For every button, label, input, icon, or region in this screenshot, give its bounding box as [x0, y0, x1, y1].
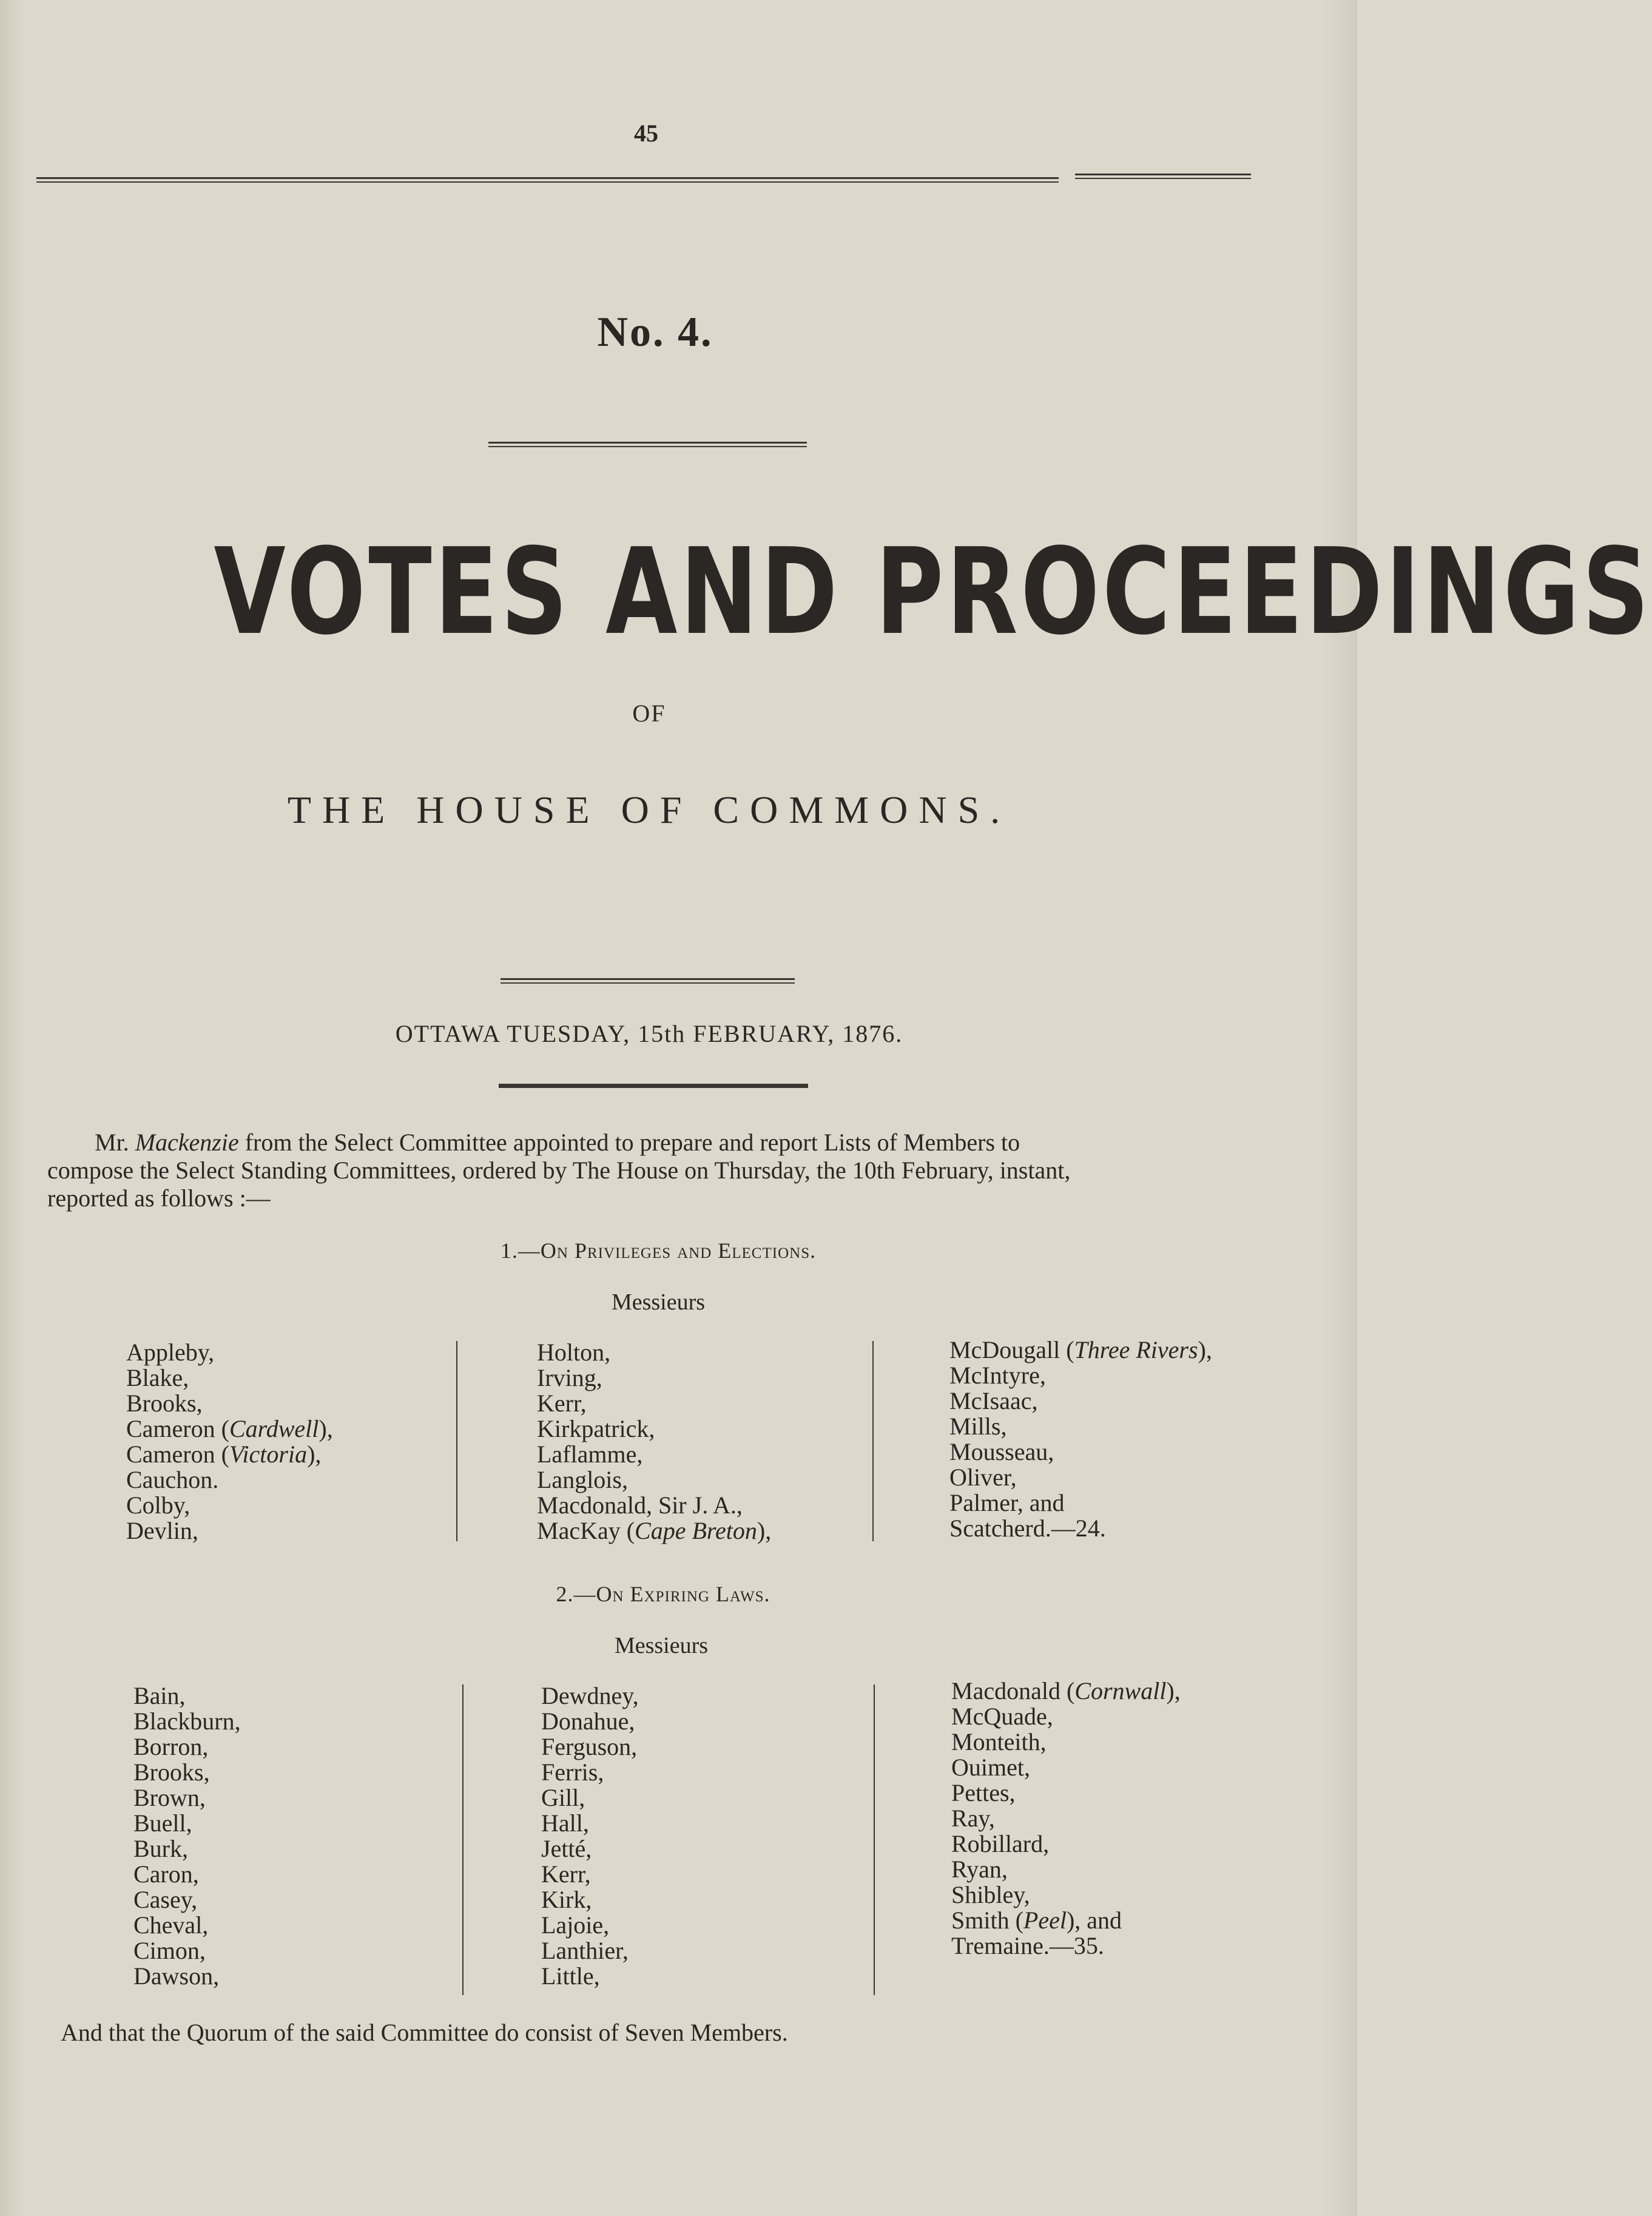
- member-name: Irving,: [537, 1364, 602, 1391]
- member-name: Tremaine.—35.: [951, 1932, 1104, 1959]
- member-name: Lajoie,: [541, 1911, 610, 1939]
- member-name: Appleby,: [126, 1339, 215, 1366]
- top-rule-long: [36, 177, 1059, 183]
- member-name: Kerr,: [537, 1390, 587, 1417]
- committee2-col3: [951, 1678, 1181, 1959]
- top-rule-short: [1075, 174, 1251, 179]
- member-name: Palmer, and: [949, 1489, 1065, 1516]
- member-name: Brown,: [133, 1784, 206, 1811]
- member-name: Gill,: [541, 1784, 585, 1811]
- member-name: Macdonald (Cornwall),: [951, 1677, 1181, 1704]
- member-name: Ouimet,: [951, 1754, 1030, 1781]
- member-name: Kirkpatrick,: [537, 1415, 655, 1442]
- member-name: Oliver,: [949, 1464, 1017, 1491]
- member-name: Blackburn,: [133, 1708, 241, 1735]
- document-title: VOTES AND PROCEEDINGS: [214, 523, 1652, 661]
- member-name: Ray,: [951, 1805, 995, 1832]
- member-name: Macdonald, Sir J. A.,: [537, 1491, 743, 1519]
- member-name: Cameron (Victoria),: [126, 1441, 322, 1468]
- committee2-col1: [133, 1683, 241, 1989]
- committee1-heading: 1.—On Privileges and Elections.: [500, 1238, 817, 1263]
- member-name: Mills,: [949, 1413, 1007, 1440]
- house-title: THE HOUSE OF COMMONS.: [287, 788, 1011, 831]
- thick-rule: [499, 1084, 808, 1088]
- member-name: McIsaac,: [949, 1387, 1038, 1414]
- member-name: Bain,: [133, 1682, 186, 1709]
- member-name: MacKay (Cape Breton),: [537, 1517, 772, 1544]
- member-name: Little,: [541, 1962, 600, 1990]
- member-name: Hall,: [541, 1809, 589, 1837]
- member-name: Cimon,: [133, 1937, 206, 1964]
- member-name: Caron,: [133, 1860, 199, 1888]
- quorum-statement: And that the Quorum of the said Committee do consist of Seven Members.: [61, 2019, 788, 2046]
- column-divider: [874, 1684, 875, 1995]
- member-name: Langlois,: [537, 1466, 628, 1493]
- column-divider: [456, 1341, 457, 1541]
- member-name: Scatcherd.—24.: [949, 1515, 1106, 1542]
- member-name: Kirk,: [541, 1886, 592, 1913]
- committee2-heading: 2.—On Expiring Laws.: [556, 1582, 770, 1606]
- member-name: Laflamme,: [537, 1441, 643, 1468]
- member-name: Shibley,: [951, 1881, 1030, 1908]
- member-name: McDougall (Three Rivers),: [949, 1336, 1212, 1363]
- committee2-col2: [541, 1683, 639, 1989]
- member-name: Casey,: [133, 1886, 198, 1913]
- member-name: McQuade,: [951, 1703, 1053, 1730]
- column-divider: [462, 1684, 464, 1995]
- member-name: Lanthier,: [541, 1937, 629, 1964]
- member-name: Buell,: [133, 1809, 192, 1837]
- intro-mr: Mr.: [95, 1129, 129, 1156]
- member-name: Dewdney,: [541, 1682, 639, 1709]
- intro-paragraph: [47, 1129, 1267, 1212]
- committee1-messieurs: Messieurs: [611, 1289, 706, 1315]
- member-name: McIntyre,: [949, 1362, 1046, 1389]
- member-name: Dawson,: [133, 1962, 220, 1990]
- title-of: OF: [632, 700, 666, 727]
- member-name: Blake,: [126, 1364, 189, 1391]
- member-name: Monteith,: [951, 1728, 1047, 1755]
- committee1-col1: [126, 1340, 333, 1544]
- intro-line1: from the Select Committee appointed to prepare and report Lists of Members to: [244, 1129, 1020, 1156]
- rule-under-number: [488, 442, 807, 447]
- committee1-col3: [949, 1337, 1212, 1541]
- member-name: Brooks,: [133, 1758, 210, 1786]
- member-name: Smith (Peel), and: [951, 1907, 1122, 1934]
- member-name: Colby,: [126, 1491, 190, 1519]
- member-name: Donahue,: [541, 1708, 635, 1735]
- member-name: Holton,: [537, 1339, 611, 1366]
- member-name: Burk,: [133, 1835, 188, 1862]
- member-name: Cameron (Cardwell),: [126, 1415, 333, 1442]
- member-name: Mousseau,: [949, 1438, 1054, 1465]
- column-divider: [872, 1341, 874, 1541]
- member-name: Ferguson,: [541, 1733, 638, 1760]
- member-name: Cauchon.: [126, 1466, 219, 1493]
- rule-under-house: [501, 978, 795, 984]
- dateline: OTTAWA TUESDAY, 15th FEBRUARY, 1876.: [395, 1020, 903, 1047]
- intro-name: Mackenzie: [135, 1129, 239, 1156]
- member-name: Borron,: [133, 1733, 209, 1760]
- page-number: 45: [634, 120, 658, 147]
- committee2-messieurs: Messieurs: [614, 1633, 709, 1658]
- intro-line3: reported as follows :—: [47, 1184, 271, 1212]
- intro-line2: compose the Select Standing Committees, ordered by The House on Thursday, the 10th February, instant,: [47, 1157, 1071, 1184]
- member-name: Brooks,: [126, 1390, 203, 1417]
- member-name: Pettes,: [951, 1779, 1016, 1806]
- member-name: Kerr,: [541, 1860, 591, 1888]
- committee1-col2: [537, 1340, 771, 1544]
- issue-number: No. 4.: [597, 309, 713, 356]
- member-name: Ferris,: [541, 1758, 604, 1786]
- member-name: Robillard,: [951, 1830, 1050, 1857]
- member-name: Devlin,: [126, 1517, 198, 1544]
- member-name: Jetté,: [541, 1835, 592, 1862]
- member-name: Cheval,: [133, 1911, 209, 1939]
- member-name: Ryan,: [951, 1856, 1008, 1883]
